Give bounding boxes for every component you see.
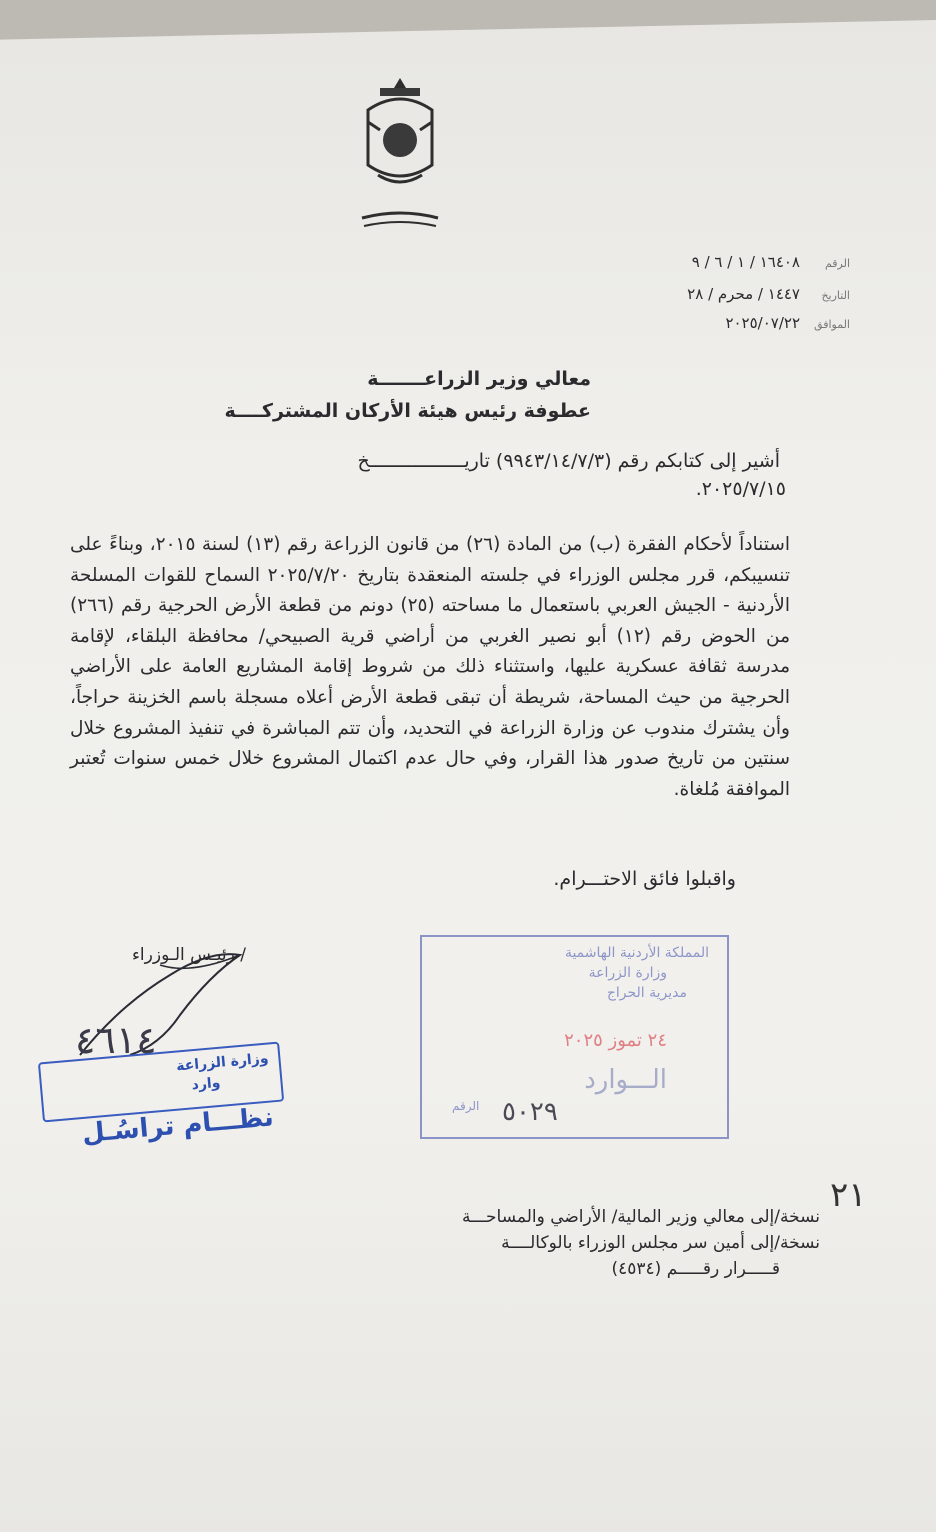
stamp-number: ٥٠٢٩ bbox=[502, 1097, 558, 1127]
copy-line-2: نسخة/إلى أمين سر مجلس الوزراء بالوكالــــة bbox=[501, 1233, 820, 1253]
stamp-incoming: وارد bbox=[190, 1074, 222, 1094]
signature-title: / رئيـس الـوزراء bbox=[131, 945, 246, 965]
decision-number: قـــــرار رقـــــم (٤٥٣٤) bbox=[611, 1259, 780, 1279]
date-gregorian: ٢٠٢٥/٠٧/٢٢ bbox=[725, 314, 800, 332]
registry-stamp bbox=[420, 935, 729, 1139]
copy-line-1: نسخة/إلى معالي وزير المالية/ الأراضي والمساحـــة bbox=[461, 1207, 820, 1227]
margin-mark: ٢١ bbox=[830, 1175, 867, 1215]
incoming-stamp-blue bbox=[38, 1042, 286, 1168]
coat-of-arms-emblem bbox=[350, 70, 450, 240]
corresponding-label: الموافق bbox=[814, 318, 850, 331]
reference-line: أشير إلى كتابكم رقم (٩٩٤٣/١٤/٧/٣) تاريـــــــــــــــــخ bbox=[357, 450, 780, 472]
stamp-line-ministry: وزارة الزراعة bbox=[588, 965, 667, 981]
closing-line: واقبلوا فائق الاحتـــرام. bbox=[553, 868, 736, 890]
stamp-incoming-label: الـــوارد bbox=[584, 1065, 667, 1095]
addressee-1: معالي وزير الزراعـــــــة bbox=[367, 368, 591, 390]
reference-date: ٢٠٢٥/٧/١٥. bbox=[695, 478, 786, 500]
date-hijri: ١٤٤٧ / محرم / ٢٨ bbox=[687, 285, 800, 303]
stamp-ministry: وزارة الزراعة bbox=[175, 1050, 270, 1075]
date-label: التاريخ bbox=[821, 289, 850, 302]
addressee-2: عطوفة رئيس هيئة الأركان المشتركــــة bbox=[224, 400, 591, 422]
handwritten-number: ٤٦١٤ bbox=[75, 1018, 157, 1062]
stamp-line-directorate: مديرية الحراج bbox=[606, 985, 687, 1001]
ref-label: الرقم bbox=[824, 257, 850, 270]
stamp-number-label: الرقم bbox=[452, 1099, 480, 1113]
stamp-date: ٢٤ تموز ٢٠٢٥ bbox=[564, 1030, 667, 1051]
letter-body: استناداً لأحكام الفقرة (ب) من المادة (٢٦) من قانون الزراعة رقم (١٣) لسنة ٢٠١٥، وبناءً على تنسيبكم، قرر مجلس الوزراء في جلسته المنعقدة بتاريخ ٢٠٢٥/٧/٢٠ السماح للقوات المسلحة الأردنية - الجيش العربي باستعمال ما مساحته (٢٥) دونم من قطعة الأرض الحرجية رقم (٢٦٦) من الحوض رقم (١٢) أبو نصير الغربي من أراضي قرية الصبيحي/ محافظة البلقاء، لإقامة مدرسة ثقافة عسكرية عليها، واستثناء ذلك من شروط إقامة المشاريع العامة على الأراضي الحرجية من حيث المساحة، شريطة أن تبقى قطعة الأرض أعلاه مسجلة باسم الخزينة حراجاً، وأن يشترك مندوب عن وزارة الزراعة في التحديد، وأن تتم المباشرة في تنفيذ المشروع خلال سنتين من تاريخ صدور هذا القرار، وفي حال عدم اكتمال المشروع خلال خمس سنوات تُعتبر الموافقة مُلغاة. bbox=[70, 534, 790, 800]
stamp-line-kingdom: المملكة الأردنية الهاشمية bbox=[564, 945, 709, 961]
ref-value: ١٦٤٠٨ / ١ / ٦ / ٩ bbox=[691, 253, 800, 271]
stamp-system: نظـــام تراسُـل bbox=[80, 1102, 275, 1150]
